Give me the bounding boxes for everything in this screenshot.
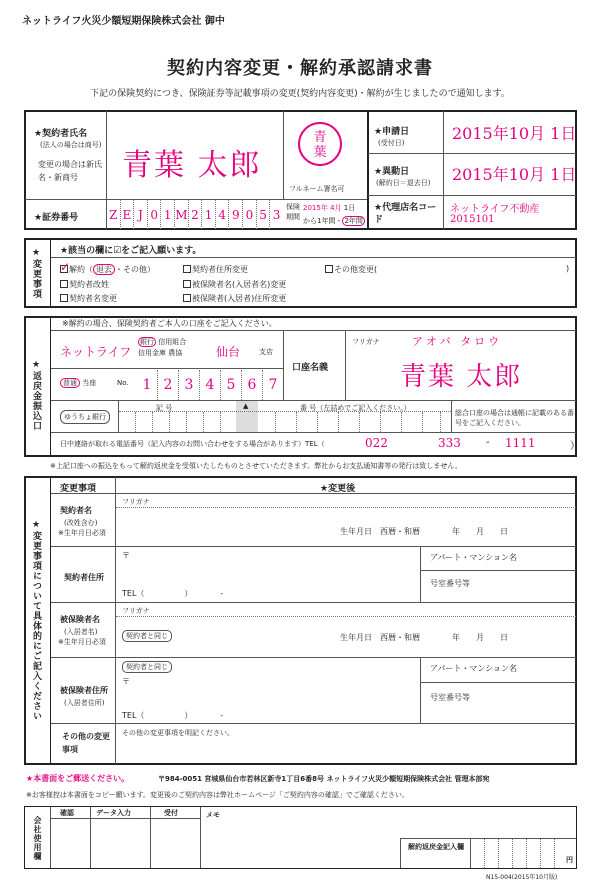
tel-part1[interactable]: 022 xyxy=(365,436,388,450)
row-other: その他の変更事項 xyxy=(62,732,110,754)
row-holder-name: 契約者名 xyxy=(60,506,92,515)
checkbox[interactable] xyxy=(60,280,68,288)
other-note[interactable]: その他の変更事項を明記ください。 xyxy=(122,729,234,737)
policy-no-digit[interactable]: 2 xyxy=(188,200,202,229)
yucho-cell-divider xyxy=(169,412,170,432)
period-day: 1日 xyxy=(343,204,356,212)
checkbox[interactable] xyxy=(325,265,333,273)
period-term[interactable] xyxy=(303,216,365,226)
policy-no-digit[interactable]: 5 xyxy=(256,200,270,229)
yucho-cell-divider xyxy=(380,412,381,432)
refund-side-label: ★返戻金振込口 xyxy=(31,360,41,431)
agent-code[interactable]: 2015101 xyxy=(450,214,495,225)
type-ordinary[interactable]: 普通 xyxy=(60,378,80,388)
change-date-label: ★異動日 xyxy=(374,167,410,177)
period-label: 保険期間 xyxy=(286,203,300,221)
checkbox[interactable] xyxy=(183,265,191,273)
branch-name[interactable]: 仙台 xyxy=(216,345,241,359)
policy-no-grid[interactable] xyxy=(107,200,283,229)
memo-label: メモ xyxy=(206,811,220,819)
yucho-cell-divider xyxy=(186,412,187,432)
tel-field[interactable]: TEL（ ） - xyxy=(122,589,224,598)
cancel-option-moveout[interactable]: 退去 xyxy=(93,264,115,275)
after-note: ※上記口座への振込をもって解約返戻金を受領いたしたものとさせていただきます。弊社からお支払通知書等の発行は致しません。 xyxy=(50,462,462,470)
option-label: 契約者住所変更 xyxy=(192,265,248,274)
policy-no-digit[interactable]: J xyxy=(133,200,147,229)
holder-sub: (法人の場合は商号) xyxy=(40,141,102,149)
cancel-option-other[interactable]: ・その他 xyxy=(115,265,147,274)
tel-dash: - xyxy=(486,437,490,448)
refund-digit-divider xyxy=(540,839,541,868)
row-insured-name: 被保険者名 xyxy=(60,615,100,624)
yucho-cell-divider xyxy=(359,412,360,432)
option-label: 被保険者名(入居者名)変更 xyxy=(192,280,287,289)
option-label: 被保険者(入居者)住所変更 xyxy=(192,294,287,303)
yucho-cell-divider xyxy=(338,412,339,432)
col-data-entry: データ入力 xyxy=(96,809,131,817)
refund-digit-divider xyxy=(484,839,485,868)
policy-no-digit[interactable]: 1 xyxy=(160,200,174,229)
copy-note: ※お客様控は本書面をコピー願います。変更後のご契約内容は弊社ホームページ「ご契約内容の確認」でご確認ください。 xyxy=(26,791,409,799)
cancel-checkbox[interactable]: ✓ xyxy=(60,260,71,274)
account-no-digit[interactable]: 7 xyxy=(262,370,283,400)
details-block xyxy=(24,476,577,765)
refund-entry-label: 解約返戻金記入欄 xyxy=(408,843,464,851)
page-title: 契約内容変更・解約承認請求書 xyxy=(167,58,433,79)
yucho-label: ゆうちょ銀行 xyxy=(60,410,110,424)
option-cancel[interactable] xyxy=(60,260,155,275)
policy-no-digit[interactable]: 3 xyxy=(269,200,283,229)
policy-no-label: ★証券番号 xyxy=(34,213,79,223)
checkbox[interactable] xyxy=(183,280,191,288)
addressee: ネットライフ火災少額短期保険株式会社 御中 xyxy=(22,16,225,27)
tel-close: ） xyxy=(570,441,580,452)
seal-label: フルネーム署名可 xyxy=(289,185,345,193)
holder-name-value[interactable]: 青葉 太郎 xyxy=(122,148,262,183)
tel-note: 日中連絡が取れる電話番号（記入内容のお問い合わせをする場合があります）TEL（ xyxy=(60,440,325,448)
branch-label: 支店 xyxy=(259,348,273,356)
option-holder-rename[interactable] xyxy=(60,279,109,290)
policy-no-digit[interactable]: 0 xyxy=(242,200,256,229)
bank-type-bank[interactable]: 銀行 xyxy=(140,338,154,346)
bank-name[interactable]: ネットライフ xyxy=(60,345,132,359)
row-insured-name-sub2: ※生年月日必須 xyxy=(58,638,106,646)
agent-name[interactable]: ネットライフ不動産 xyxy=(450,204,540,215)
bank-type-options[interactable] xyxy=(138,337,186,359)
furigana-label: フリガナ xyxy=(352,338,380,346)
yucho-cell-divider xyxy=(440,412,441,432)
tel-part2[interactable]: 333 xyxy=(438,436,461,450)
same-as-holder-button[interactable]: 契約者と同じ xyxy=(122,661,172,673)
office-use-label: 会社使用欄 xyxy=(33,816,42,861)
holder-label: ★契約者氏名 xyxy=(34,129,88,139)
yucho-cell-divider xyxy=(220,412,221,432)
bank-type-shinkin[interactable]: 信用金庫 xyxy=(138,349,166,357)
room-label: 号室番号等 xyxy=(430,693,470,702)
account-no-digit[interactable]: 2 xyxy=(157,370,178,400)
option-label: 契約者改姓 xyxy=(69,280,109,289)
birth-field[interactable]: 生年月日 西暦・和暦 年 月 日 xyxy=(340,633,508,642)
refund-digit-divider xyxy=(526,839,527,868)
policy-no-digit[interactable]: 4 xyxy=(215,200,229,229)
account-no-digit[interactable]: 1 xyxy=(142,377,152,393)
account-no-digit[interactable]: 6 xyxy=(241,370,262,400)
apartment-label: アパート・マンション名 xyxy=(430,664,517,673)
mail-address: 〒984-0051 宮城県仙台市若林区新寺1丁目6番8号 ネットライフ火災少額短期保険株式会社 管理本部宛 xyxy=(158,775,490,783)
option-other-change[interactable] xyxy=(325,264,377,275)
change-instruction: ★該当の欄に☑をご記入願います。 xyxy=(60,246,202,256)
change-date-sub: (解約日＝退去日) xyxy=(376,179,431,187)
apply-date-sub: (受付日) xyxy=(378,139,405,147)
furigana-label: フリガナ xyxy=(122,607,150,615)
same-as-holder-button[interactable]: 契約者と同じ xyxy=(122,630,172,642)
account-no-label: No. xyxy=(117,379,129,387)
agent-label: ★代理店名コード xyxy=(374,203,437,225)
policy-no-digit[interactable]: M xyxy=(174,200,188,229)
yucho-cell-divider xyxy=(296,412,297,432)
row-insured-address-sub: (入居者住所) xyxy=(64,699,105,707)
row-insured-address: 被保険者住所 xyxy=(60,686,108,695)
period-month: 4月 xyxy=(330,204,342,212)
policy-no-digit[interactable]: Z xyxy=(109,207,118,222)
symbol-label: 記 号 xyxy=(156,404,173,412)
tel-field[interactable]: TEL（ ） - xyxy=(122,711,224,720)
option-insured-address[interactable] xyxy=(183,293,286,304)
furigana-label: フリガナ xyxy=(122,498,150,506)
col-confirm: 確認 xyxy=(60,809,74,817)
birth-field[interactable]: 生年月日 西暦・和暦 年 月 日 xyxy=(340,527,508,536)
seal-text: 青葉 xyxy=(313,130,327,160)
yucho-cell-divider xyxy=(275,412,276,432)
option-label: 契約者名変更 xyxy=(69,294,117,303)
account-no-digit[interactable]: 4 xyxy=(199,370,220,400)
account-no-digit[interactable]: 5 xyxy=(220,370,241,400)
row-holder-name-sub1: (改姓含む) xyxy=(64,519,98,527)
option-holder-namechange[interactable] xyxy=(60,293,117,304)
period-date[interactable] xyxy=(303,203,355,213)
furigana-value[interactable]: アオバ タロウ xyxy=(412,335,503,348)
form-code: N15-004(2015年10月版) xyxy=(486,874,558,881)
account-no-digit[interactable]: 3 xyxy=(178,370,199,400)
change-note: 変更の場合は新氏名・新商号 xyxy=(38,160,102,182)
option-insured-name[interactable] xyxy=(183,279,286,290)
policy-no-digit[interactable]: 9 xyxy=(228,200,242,229)
cancel-close: ） xyxy=(147,265,155,274)
policy-no-digit[interactable]: 1 xyxy=(201,200,215,229)
postal-mark: 〒 xyxy=(122,551,130,560)
warning-icon: ▲ xyxy=(243,402,249,410)
account-name-value[interactable]: 青葉 太郎 xyxy=(400,362,523,392)
refund-digit-divider xyxy=(498,839,499,868)
other-close: ) xyxy=(566,264,570,273)
yen-label: 円 xyxy=(566,856,573,864)
apply-date-label: ★申請日 xyxy=(374,127,410,137)
col-after: ★変更後 xyxy=(320,484,356,494)
yucho-cell-divider xyxy=(152,412,153,432)
account-no-grid[interactable] xyxy=(137,370,283,400)
postal-mark: 〒 xyxy=(122,677,130,686)
period-year: 2015年 xyxy=(303,204,328,212)
yucho-cell-divider xyxy=(203,412,204,432)
yucho-cell-divider xyxy=(317,412,318,432)
row-holder-address: 契約者住所 xyxy=(64,573,104,582)
number-label: 番 号（左詰めでご記入ください。） xyxy=(300,404,411,412)
room-label: 号室番号等 xyxy=(430,579,470,588)
checkbox[interactable] xyxy=(183,294,191,302)
policy-no-digit[interactable]: E xyxy=(120,200,134,229)
cancel-label: 解約（ xyxy=(69,265,93,274)
apply-date-value[interactable]: 2015年10月 1日 xyxy=(452,124,577,143)
bank-type-agri[interactable]: 農協 xyxy=(168,349,183,357)
sogo-note: 総合口座の場合は通帳に記載のある番号をご記入ください。 xyxy=(455,409,574,427)
change-items-side-label: ★変更事項 xyxy=(31,248,41,299)
type-current[interactable]: 当座 xyxy=(82,379,97,387)
policy-no-digit[interactable]: 0 xyxy=(147,200,161,229)
yucho-cell-divider xyxy=(401,412,402,432)
row-holder-name-sub2: ※生年月日必須 xyxy=(58,529,106,537)
checkbox[interactable] xyxy=(60,294,68,302)
send-notice: ★本書面をご郵送ください。 xyxy=(26,774,130,783)
intro-text: 下記の保険契約につき、保険証券等記載事項の変更(契約内容変更)・解約が生じましたので通知します。 xyxy=(90,89,510,99)
change-date-value[interactable]: 2015年10月 1日 xyxy=(452,165,577,184)
yucho-cell-divider xyxy=(422,412,423,432)
refund-note: ※解約の場合、保険契約者ご本人の口座をご記入ください。 xyxy=(62,319,277,328)
account-name-label: 口座名義 xyxy=(292,363,329,373)
yucho-cell-divider xyxy=(135,412,136,432)
bank-type-credit-union[interactable]: 信用組合 xyxy=(158,338,187,346)
col-receipt: 受付 xyxy=(164,809,178,817)
period-from: から1年間・ xyxy=(303,217,343,225)
refund-digit-divider xyxy=(554,839,555,868)
row-insured-name-sub1: (入居者名) xyxy=(64,628,98,636)
col-item: 変更事項 xyxy=(60,484,97,494)
apartment-label: アパート・マンション名 xyxy=(430,553,517,562)
option-label: その他変更( xyxy=(334,265,378,274)
account-type-options[interactable] xyxy=(60,378,96,388)
tel-part3[interactable]: 1111 xyxy=(505,436,536,450)
option-holder-address[interactable] xyxy=(183,264,248,275)
period-2year: 2年間 xyxy=(344,217,363,225)
seal-stamp xyxy=(298,122,342,166)
refund-digit-divider xyxy=(512,839,513,868)
details-side-label: ★変更事項について具体的にご記入ください xyxy=(31,520,41,721)
